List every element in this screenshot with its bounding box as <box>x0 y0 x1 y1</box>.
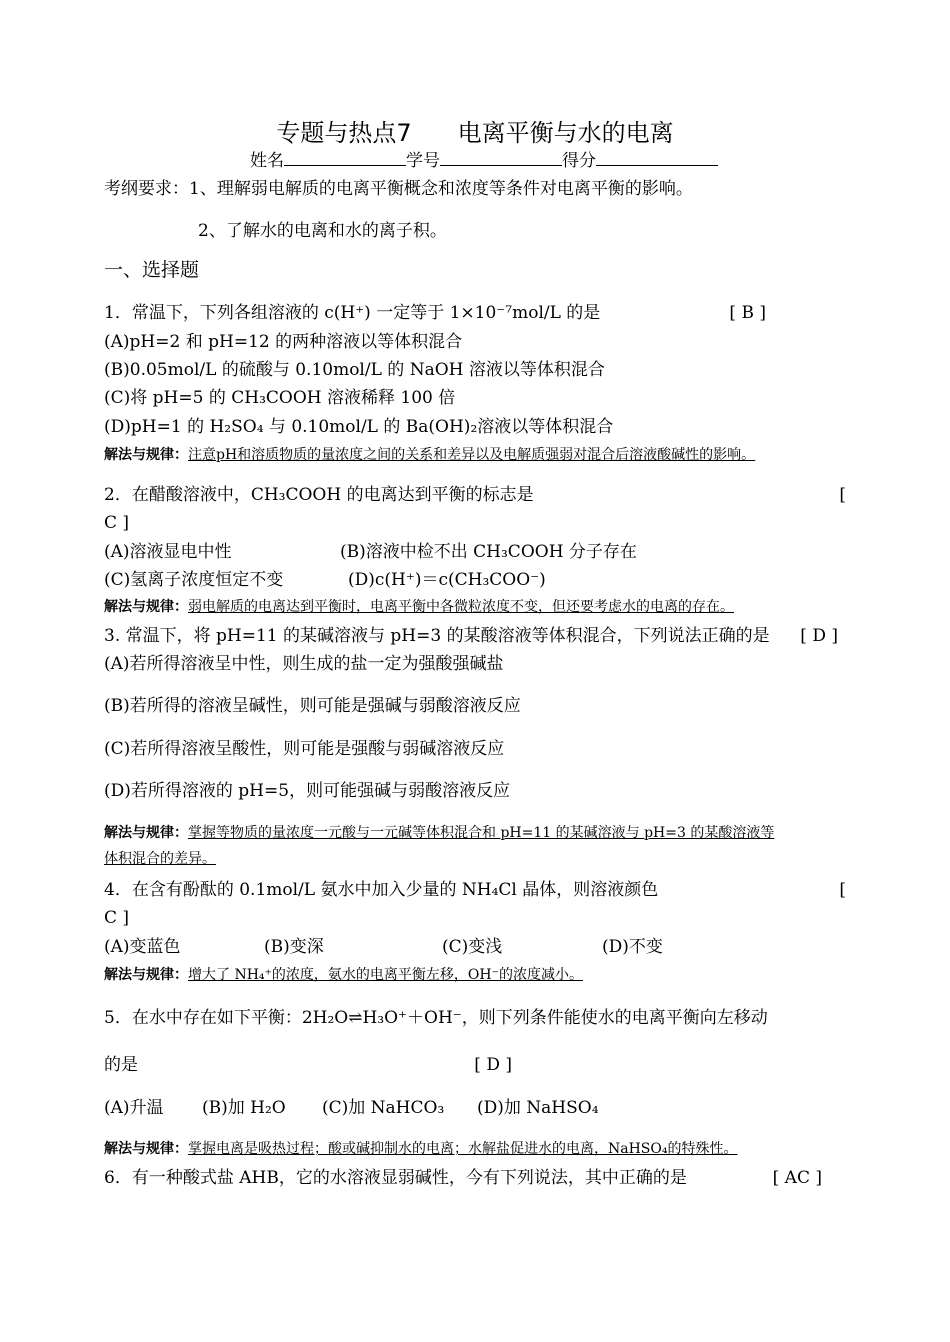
question-stem: 的是 <box>104 1055 138 1075</box>
option: (B)若所得的溶液呈碱性，则可能是强碱与弱酸溶液反应 <box>104 696 521 716</box>
name-blank <box>284 150 406 166</box>
question-4 <box>104 879 846 901</box>
tip <box>104 965 583 985</box>
tip-label: 解法与规律： <box>104 447 188 463</box>
tip-label: 解法与规律： <box>104 967 188 983</box>
score-label: 得分 <box>562 151 596 171</box>
name-label: 姓名 <box>250 151 284 171</box>
answer: [ AC ] <box>772 1168 822 1188</box>
question-stem: 4．在含有酚酞的 0.1mol/L 氨水中加入少量的 NH₄Cl 晶体，则溶液颜色 <box>104 880 659 900</box>
answer: [ D ] <box>800 626 838 646</box>
option: (B)0.05mol/L 的硫酸与 0.10mol/L 的 NaOH 溶液以等体积混合 <box>104 360 605 380</box>
requirements-line-1 <box>104 178 693 200</box>
options-row <box>104 936 663 958</box>
question-3 <box>104 625 838 647</box>
question-stem: 1．常温下，下列各组溶液的 c(H⁺) 一定等于 1×10⁻⁷mol/L 的是 <box>104 303 601 323</box>
answer-bracket: [ <box>839 485 846 505</box>
answer: C ] <box>104 513 130 533</box>
tip-text: 增大了 NH₄⁺的浓度，氨水的电离平衡左移，OH⁻的浓度减小。 <box>188 967 583 983</box>
tip <box>104 445 755 465</box>
option: (D)c(H⁺)＝c(CH₃COO⁻) <box>348 570 546 590</box>
tip <box>104 1139 737 1159</box>
tip-continued <box>104 849 216 869</box>
tip-label: 解法与规律： <box>104 599 188 615</box>
option: (A)若所得溶液呈中性，则生成的盐一定为强酸强碱盐 <box>104 654 504 674</box>
options-row <box>104 1097 599 1119</box>
option: (D)不变 <box>602 937 663 957</box>
answer: [ B ] <box>729 303 766 323</box>
requirements-label: 考纲要求： <box>104 179 189 199</box>
question-stem: 6．有一种酸式盐 AHB，它的水溶液显弱碱性，今有下列说法，其中正确的是 <box>104 1168 687 1188</box>
option: (D)pH=1 的 H₂SO₄ 与 0.10mol/L 的 Ba(OH)₂溶液以等体积混合 <box>104 417 614 437</box>
section-heading: 一、选择题 <box>104 259 200 281</box>
answer: [ D ] <box>474 1055 512 1075</box>
question-1 <box>104 302 766 324</box>
option: (A)溶液显电中性 <box>104 542 232 562</box>
tip <box>104 597 734 617</box>
requirement-item: 1、理解弱电解质的电离平衡概念和浓度等条件对电离平衡的影响。 <box>189 179 693 199</box>
options-row <box>104 541 637 563</box>
option: (A)变蓝色 <box>104 937 181 957</box>
requirement-item: 2、了解水的电离和水的离子积。 <box>198 221 447 241</box>
page-title <box>0 118 950 148</box>
tip-text: 掌握电离是吸热过程；酸或碱抑制水的电离；水解盐促进水的电离，NaHSO₄的特殊性。 <box>188 1141 738 1157</box>
id-label: 学号 <box>406 151 440 171</box>
option: (B)变深 <box>264 937 324 957</box>
title-topic: 专题与热点7 <box>276 119 412 147</box>
question-stem: 2．在醋酸溶液中，CH₃COOH 的电离达到平衡的标志是 <box>104 485 534 505</box>
option: (C)若所得溶液呈酸性，则可能是强酸与弱碱溶液反应 <box>104 739 505 759</box>
question-stem: 5．在水中存在如下平衡：2H₂O⇌H₃O⁺＋OH⁻，则下列条件能使水的电离平衡向左移动 <box>104 1008 768 1028</box>
tip-label: 解法与规律： <box>104 825 188 841</box>
tip-text: 弱电解质的电离达到平衡时，电离平衡中各微粒浓度不变，但还要考虑水的电离的存在。 <box>188 599 734 615</box>
option: (A)升温 <box>104 1098 164 1118</box>
answer-bracket: [ <box>839 880 846 900</box>
options-row <box>104 569 546 591</box>
option: (D)若所得溶液的 pH=5，则可能强碱与弱酸溶液反应 <box>104 781 511 801</box>
option: (D)加 NaHSO₄ <box>477 1098 599 1118</box>
option: (C)将 pH=5 的 CH₃COOH 溶液稀释 100 倍 <box>104 388 456 408</box>
id-blank <box>440 150 562 166</box>
option: (C)加 NaHCO₃ <box>322 1098 445 1118</box>
score-blank <box>596 150 718 166</box>
tip <box>104 823 774 843</box>
title-subject: 电离平衡与水的电离 <box>457 119 674 147</box>
question-2 <box>104 484 846 506</box>
tip-text: 注意pH和溶质物质的量浓度之间的关系和差异以及电解质强弱对混合后溶液酸碱性的影响。 <box>188 447 756 463</box>
question-stem: 3. 常温下，将 pH=11 的某碱溶液与 pH=3 的某酸溶液等体积混合，下列说法正确的是 <box>104 626 770 646</box>
tip-label: 解法与规律： <box>104 1141 188 1157</box>
answer: C ] <box>104 908 130 928</box>
option: (C)氢离子浓度恒定不变 <box>104 570 284 590</box>
question-5-cont <box>104 1054 512 1076</box>
option: (A)pH=2 和 pH=12 的两种溶液以等体积混合 <box>104 332 463 352</box>
option: (B)溶液中检不出 CH₃COOH 分子存在 <box>340 542 637 562</box>
option: (B)加 H₂O <box>202 1098 286 1118</box>
tip-text: 掌握等物质的量浓度一元酸与一元碱等体积混合和 pH=11 的某碱溶液与 pH=3 的某酸溶液等 <box>188 825 775 841</box>
tip-text: 体积混合的差异。 <box>104 851 216 867</box>
header-fields <box>250 150 718 172</box>
question-6 <box>104 1167 822 1189</box>
option: (C)变浅 <box>442 937 503 957</box>
question-5 <box>104 1007 768 1029</box>
